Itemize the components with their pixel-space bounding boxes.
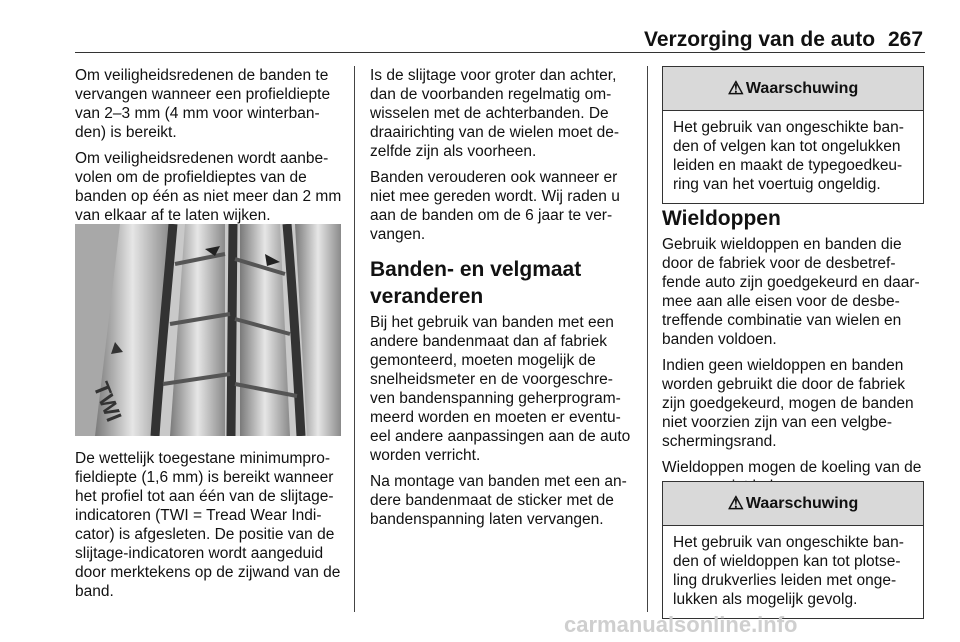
tire-tread-illustration — [75, 224, 341, 436]
warning-box — [662, 481, 924, 619]
paragraph: Indien geen wieldoppen en banden worden gebruikt die door de fabriek zijn goedgekeurd, mogen de banden niet voorzien zijn van een velgbe-schermingsrand. — [662, 357, 914, 450]
paragraph: Gebruik wieldoppen en banden die door de fabriek voor de desbetref-fende auto zijn goedgekeurd en daar-mee aan alle eisen voor de desbe-treffende combinatie van wielen en banden voldoen. — [662, 236, 920, 348]
tire-tread-image — [75, 224, 341, 436]
page-number: 267 — [888, 28, 924, 51]
warning-title: Waarschuwing — [745, 79, 859, 97]
column-divider — [354, 66, 355, 612]
section-heading: Banden- en velgmaat veranderen — [370, 258, 582, 308]
paragraph: Om veiligheidsredenen wordt aanbe-volen om de profieldieptes van de banden op één as niet meer dan 2 mm van elkaar af te laten wijken. — [75, 150, 342, 224]
header-rule — [75, 52, 925, 53]
column-3 — [662, 205, 924, 503]
paragraph: Na montage van banden met een an-dere bandenmaat de sticker met de bandenspanning laten vervangen. — [370, 473, 627, 528]
warning-box — [662, 66, 924, 204]
paragraph: Banden verouderen ook wanneer er niet mee gereden wordt. Wij raden u aan de banden om de 6 jaar te ver-vangen. — [370, 169, 620, 243]
warning-header — [663, 482, 923, 526]
warning-header — [663, 67, 923, 111]
paragraph: Is de slijtage voor groter dan achter, dan de voorbanden regelmatig om-wisselen met de achterbanden. De draairichting van de wielen moet de-zelfde zijn als voorheen. — [370, 67, 619, 160]
paragraph: Wieldoppen mogen de koeling van de — [662, 459, 922, 476]
warning-text: Het gebruik van ongeschikte ban-den of velgen kan tot ongelukken leiden en maakt de typegoedkeu-ring van het voertuig ongeldig. — [673, 119, 904, 193]
paragraph: Bij het gebruik van banden met een andere bandenmaat dan af fabriek gemonteerd, moeten mogelijk de snelheidsmeter en de voorgeschre-ven bandenspanning geherprogram-meerd worden en moeten er eventu-eel andere aanpassingen aan de auto worden verricht. — [370, 314, 631, 464]
column-divider — [647, 66, 648, 612]
warning-triangle-icon: ⚠ — [727, 493, 744, 513]
paragraph: Om veiligheidsredenen de banden te vervangen wanneer een profieldiepte van 2–3 mm (4 mm voor winterban-den) is bereikt. — [75, 67, 331, 141]
twi-label: TWI — [88, 378, 127, 426]
section-heading: Wieldoppen — [662, 207, 781, 230]
page-title: Verzorging van de auto — [644, 28, 876, 51]
watermark: carmanualsonline.info — [564, 612, 798, 637]
column-1 — [75, 66, 343, 232]
paragraph: De wettelijk toegestane minimumpro-fieldiepte (1,6 mm) is bereikt wanneer het profiel tot aan één van de slijtage-indicatoren (TWI = Tread Wear Indi-cator) is afgesleten. De positie van de slijtage-indicatoren wordt aangeduid door merktekens op de zijwand van de band. — [75, 450, 341, 600]
warning-triangle-icon: ⚠ — [727, 78, 744, 98]
column-2 — [370, 66, 635, 536]
column-1-bottom — [75, 449, 343, 608]
warning-text: Het gebruik van ongeschikte ban-den of wieldoppen kan tot plotse-ling drukverlies leiden met onge-lukken als mogelijk gevolg. — [673, 534, 904, 608]
warning-title: Waarschuwing — [745, 494, 859, 512]
